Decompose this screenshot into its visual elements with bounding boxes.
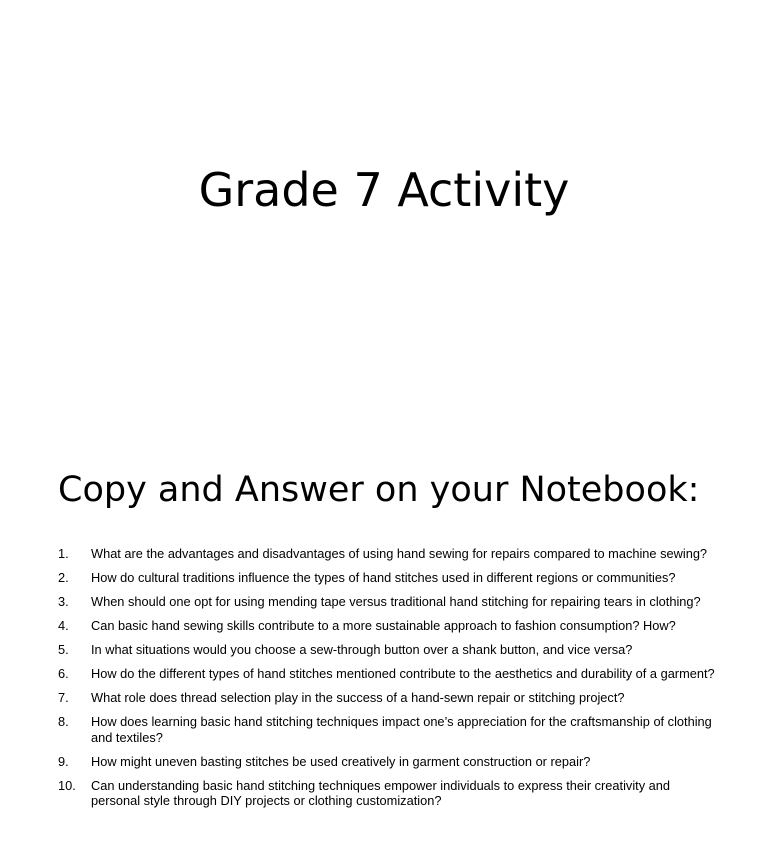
question-text: How do the different types of hand stitches mentioned contribute to the aesthetics and durability of a garment?	[91, 666, 715, 681]
question-text: In what situations would you choose a sew-through button over a shank button, and vice versa?	[91, 642, 633, 657]
question-list	[58, 546, 718, 817]
question-number: 1.	[58, 546, 69, 561]
question-number: 6.	[58, 666, 69, 681]
question-item	[58, 546, 718, 562]
question-item	[58, 778, 718, 809]
question-number: 5.	[58, 642, 69, 657]
question-item	[58, 618, 718, 634]
question-item	[58, 594, 718, 610]
question-text: What are the advantages and disadvantages of using hand sewing for repairs compared to machine sewing?	[91, 546, 708, 561]
question-number: 10.	[58, 777, 76, 793]
question-item	[58, 666, 718, 682]
question-text: How do cultural traditions influence the types of hand stitches used in different regions or communities?	[91, 570, 676, 585]
question-number: 3.	[58, 594, 69, 609]
question-item	[58, 714, 718, 745]
question-text: When should one opt for using mending tape versus traditional hand stitching for repairing tears in clothing?	[91, 594, 701, 609]
question-number: 9.	[58, 753, 69, 769]
question-item	[58, 690, 718, 706]
question-item	[58, 570, 718, 586]
question-number: 2.	[58, 570, 69, 585]
question-text: What role does thread selection play in the success of a hand-sewn repair or stitching project?	[91, 690, 625, 705]
page-title: Grade 7 Activity	[198, 163, 570, 217]
question-item	[58, 754, 718, 770]
question-number: 8.	[58, 714, 69, 729]
instruction-heading: Copy and Answer on your Notebook:	[58, 470, 700, 510]
question-text: How does learning basic hand stitching techniques impact one’s appreciation for the craftsmanship of clothing and textiles?	[91, 714, 712, 745]
question-item	[58, 642, 718, 658]
question-text: Can understanding basic hand stitching techniques empower individuals to express their creativity and personal style through DIY projects or clothing customization?	[91, 777, 671, 808]
question-number: 4.	[58, 618, 69, 633]
question-number: 7.	[58, 690, 69, 705]
question-text: How might uneven basting stitches be used creatively in garment construction or repair?	[91, 753, 591, 769]
question-text: Can basic hand sewing skills contribute to a more sustainable approach to fashion consumption? How?	[91, 618, 676, 633]
